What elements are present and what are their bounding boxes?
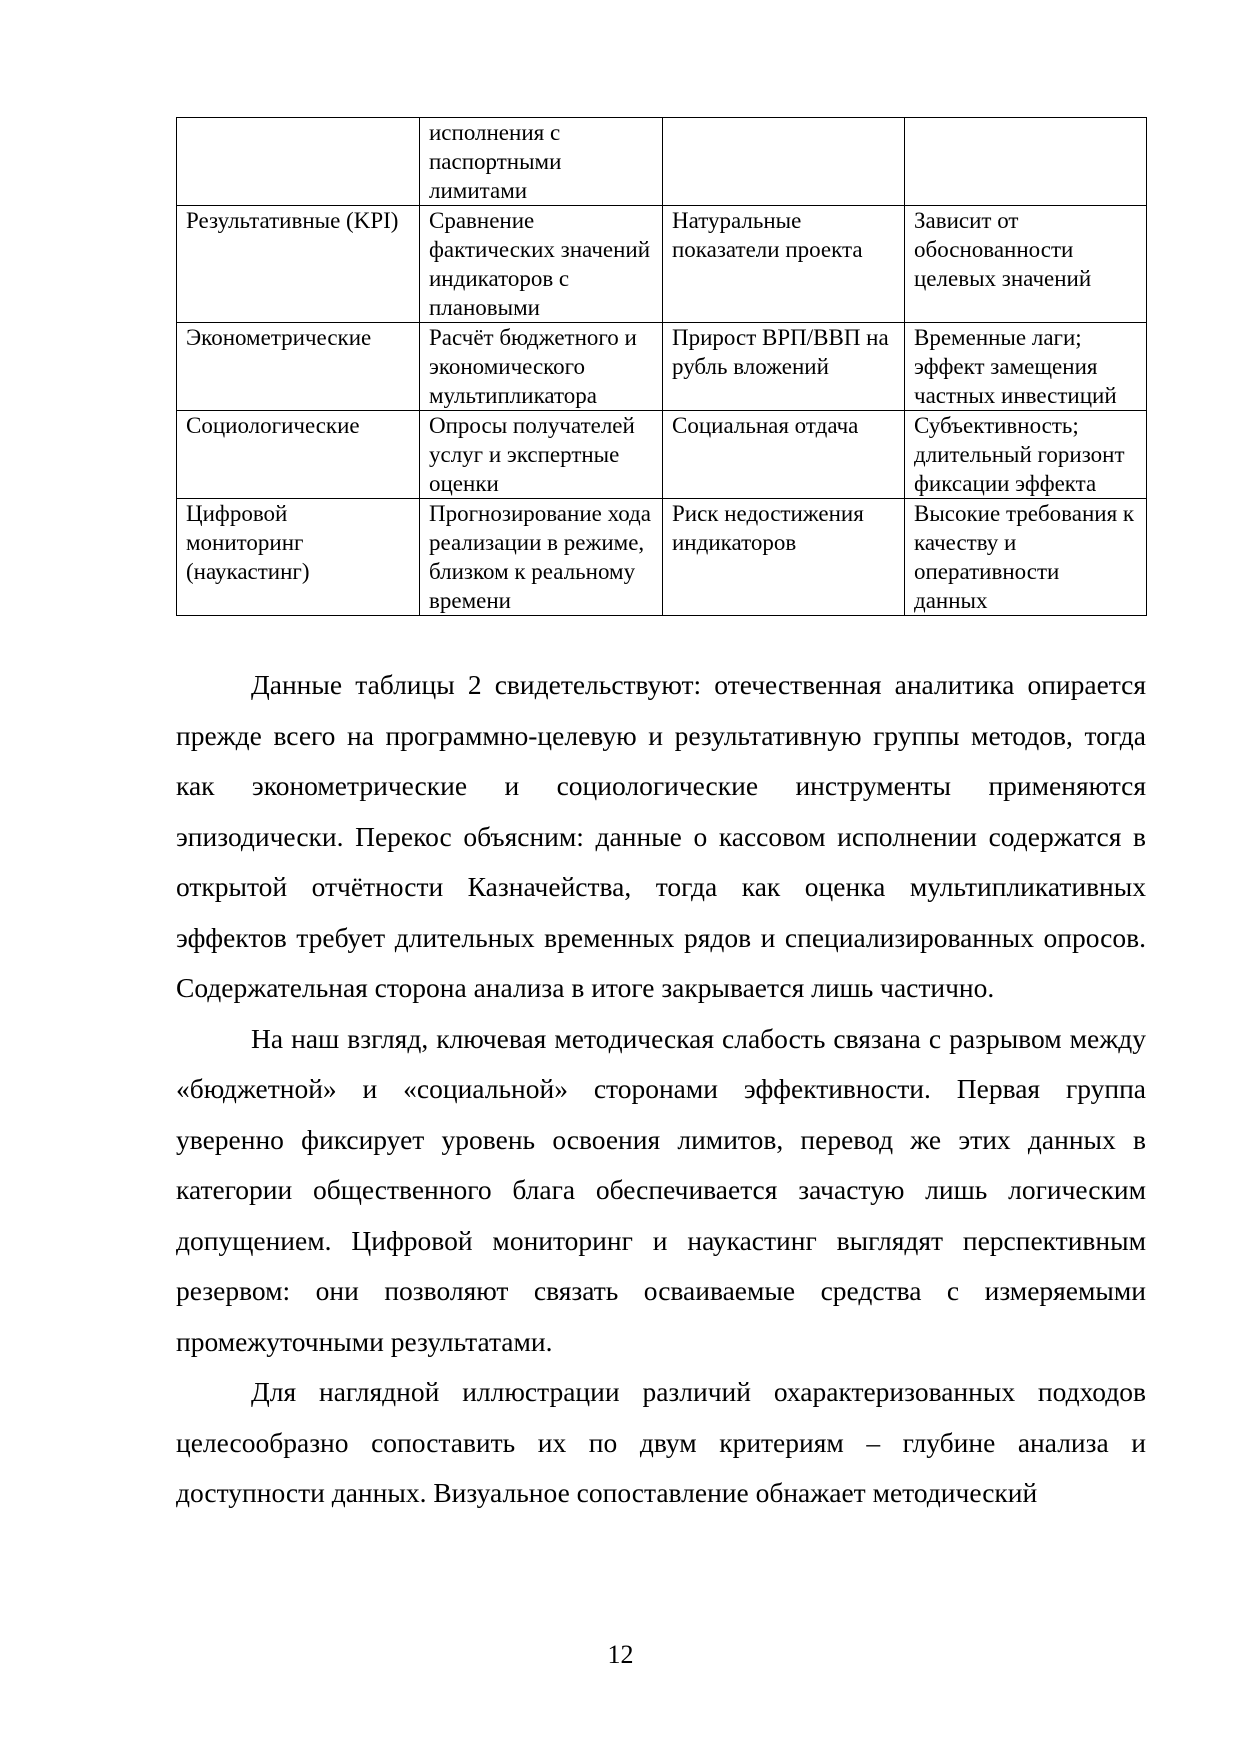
table-cell: Прогнозирование хода реализации в режиме, близком к реальному времени <box>420 499 663 616</box>
table-cell: Временные лаги; эффект замещения частных инвестиций <box>905 323 1147 411</box>
table-cell <box>663 118 905 206</box>
table-cell: Результативные (KPI) <box>177 206 420 323</box>
table-row <box>177 118 1147 206</box>
paragraph: На наш взгляд, ключевая методическая слабость связана с разрывом между «бюджетной» и «социальной» сторонами эффективности. Первая группа уверенно фиксирует уровень освоения лимитов, перевод же этих данных в категории общественного блага обеспечивается зачастую лишь логическим допущением. Цифровой мониторинг и наукастинг выглядят перспективным резервом: они позволяют связать осваиваемые средства с измеряемыми промежуточными результатами. <box>176 1022 1146 1357</box>
table-cell <box>177 118 420 206</box>
table-cell: Зависит от обоснованности целевых значений <box>905 206 1147 323</box>
table-row <box>177 323 1147 411</box>
table-cell: Риск недостижения индикаторов <box>663 499 905 616</box>
table-cell: Высокие требования к качеству и оперативности данных <box>905 499 1147 616</box>
table-cell: Цифровой мониторинг (наукастинг) <box>177 499 420 616</box>
paragraph: Данные таблицы 2 свидетельствуют: отечественная аналитика опирается прежде всего на программно-целевую и результативную группы методов, тогда как эконометрические и социологические инструменты применяются эпизодически. Перекос объясним: данные о кассовом исполнении содержатся в открытой отчётности Казначейства, тогда как оценка мультипликативных эффектов требует длительных временных рядов и специализированных опросов. Содержательная сторона анализа в итоге закрывается лишь частично. <box>176 669 1146 1003</box>
table-cell: исполнения с паспортными лимитами <box>420 118 663 206</box>
table-cell: Натуральные показатели проекта <box>663 206 905 323</box>
table-cell <box>905 118 1147 206</box>
table-cell: Социальная отдача <box>663 411 905 499</box>
page-number: 12 <box>607 1640 634 1669</box>
table-row <box>177 499 1147 616</box>
table-cell: Социологические <box>177 411 420 499</box>
table-cell: Опросы получателей услуг и экспертные оценки <box>420 411 663 499</box>
table-row <box>177 411 1147 499</box>
table-cell: Прирост ВРП/ВВП на рубль вложений <box>663 323 905 411</box>
methods-table <box>176 117 1147 616</box>
body-text <box>176 660 1146 1519</box>
table-row <box>177 206 1147 323</box>
table-cell: Расчёт бюджетного и экономического мультипликатора <box>420 323 663 411</box>
table-cell: Сравнение фактических значений индикаторов с плановыми <box>420 206 663 323</box>
paragraph: Для наглядной иллюстрации различий охарактеризованных подходов целесообразно сопоставить их по двум критериям – глубине анализа и доступности данных. Визуальное сопоставление обнажает методический <box>176 1376 1146 1508</box>
table-cell: Эконометрические <box>177 323 420 411</box>
table-cell: Субъективность; длительный горизонт фиксации эффекта <box>905 411 1147 499</box>
